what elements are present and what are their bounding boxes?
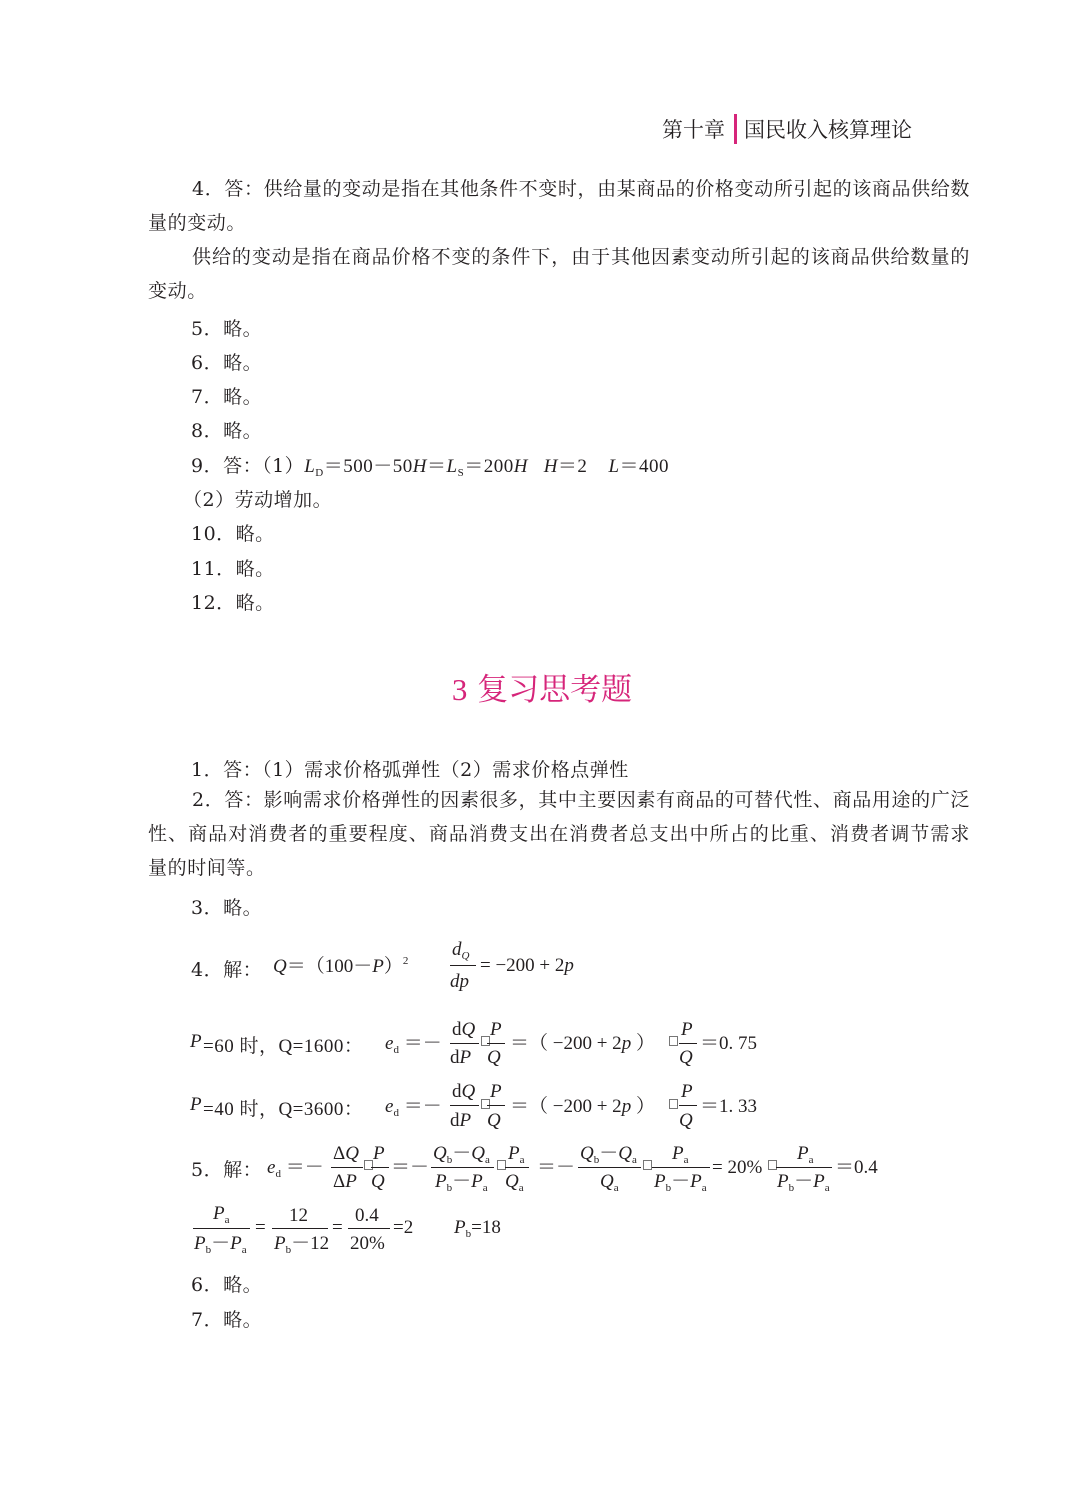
q5-l2-den2: 20% (350, 1233, 385, 1254)
section-heading-text: 复习思考题 (477, 672, 633, 708)
answer-9-equation: $L_D=500-50H=L_S=200H$ H＝2 L＝400 (304, 456, 670, 479)
case-p60-result: 0. 75 (719, 1033, 758, 1054)
q5-result: 0.4 (854, 1157, 878, 1178)
section-number: 3 (451, 672, 468, 707)
answer-9-part-2: （2）劳动增加。 (183, 489, 333, 511)
running-header (662, 114, 912, 144)
answer-4-para-1: 4．答：供给量的变动是指在其他条件不变时，由某商品的价格变动所引起的该商品供给数量的变动。 (148, 178, 970, 234)
review-answer-1: 1．答：（1）需求价格弧弹性（2）需求价格点弹性 (191, 759, 629, 781)
chapter-label: 第十章 (662, 118, 725, 142)
answer-11: 11．略。 (191, 558, 275, 580)
review-answer-7: 7．略。 (191, 1309, 263, 1331)
answer-9-prefix: 9．答：（1） (191, 455, 305, 477)
case-p60-label: =60 时，Q=1600： (203, 1036, 364, 1057)
case-p40-label: =40 时，Q=3600： (203, 1099, 364, 1120)
review-answer-4-label: 4．解： (191, 959, 263, 981)
chapter-title: 国民收入核算理论 (744, 118, 912, 142)
review-answer-3: 3．略。 (191, 897, 263, 919)
answer-9 (191, 451, 669, 479)
review-answer-5-label: 5．解： (191, 1159, 263, 1181)
answer-5: 5．略。 (191, 318, 263, 340)
answer-12: 12．略。 (191, 592, 275, 614)
answer-10: 10．略。 (191, 523, 275, 545)
case-p40-result: 1. 33 (719, 1096, 758, 1117)
answer-8: 8．略。 (191, 420, 263, 442)
q5-l2-num2: 0.4 (355, 1205, 379, 1226)
review-answer-2: 2．答：影响需求价格弹性的因素很多，其中主要因素有商品的可替代性、商品用途的广泛性、商品对消费者的重要程度、商品消费支出在消费者总支出中所占的比重、消费者调节需求量的时间等。 (148, 789, 970, 879)
answer-6: 6．略。 (191, 352, 263, 374)
q5-l2-pb: =18 (471, 1217, 501, 1238)
section-heading (0, 664, 1084, 709)
header-divider (734, 114, 737, 144)
q5-l2-num1: 12 (289, 1205, 308, 1226)
review-answer-6: 6．略。 (191, 1274, 263, 1296)
answer-4-para-2: 供给的变动是指在商品价格不变的条件下，由于其他因素变动所引起的该商品供给数量的变动。 (148, 246, 970, 302)
q5-l2-eq: =2 (393, 1217, 414, 1238)
q5-percent: 20% (727, 1157, 763, 1178)
answer-7: 7．略。 (191, 386, 263, 408)
